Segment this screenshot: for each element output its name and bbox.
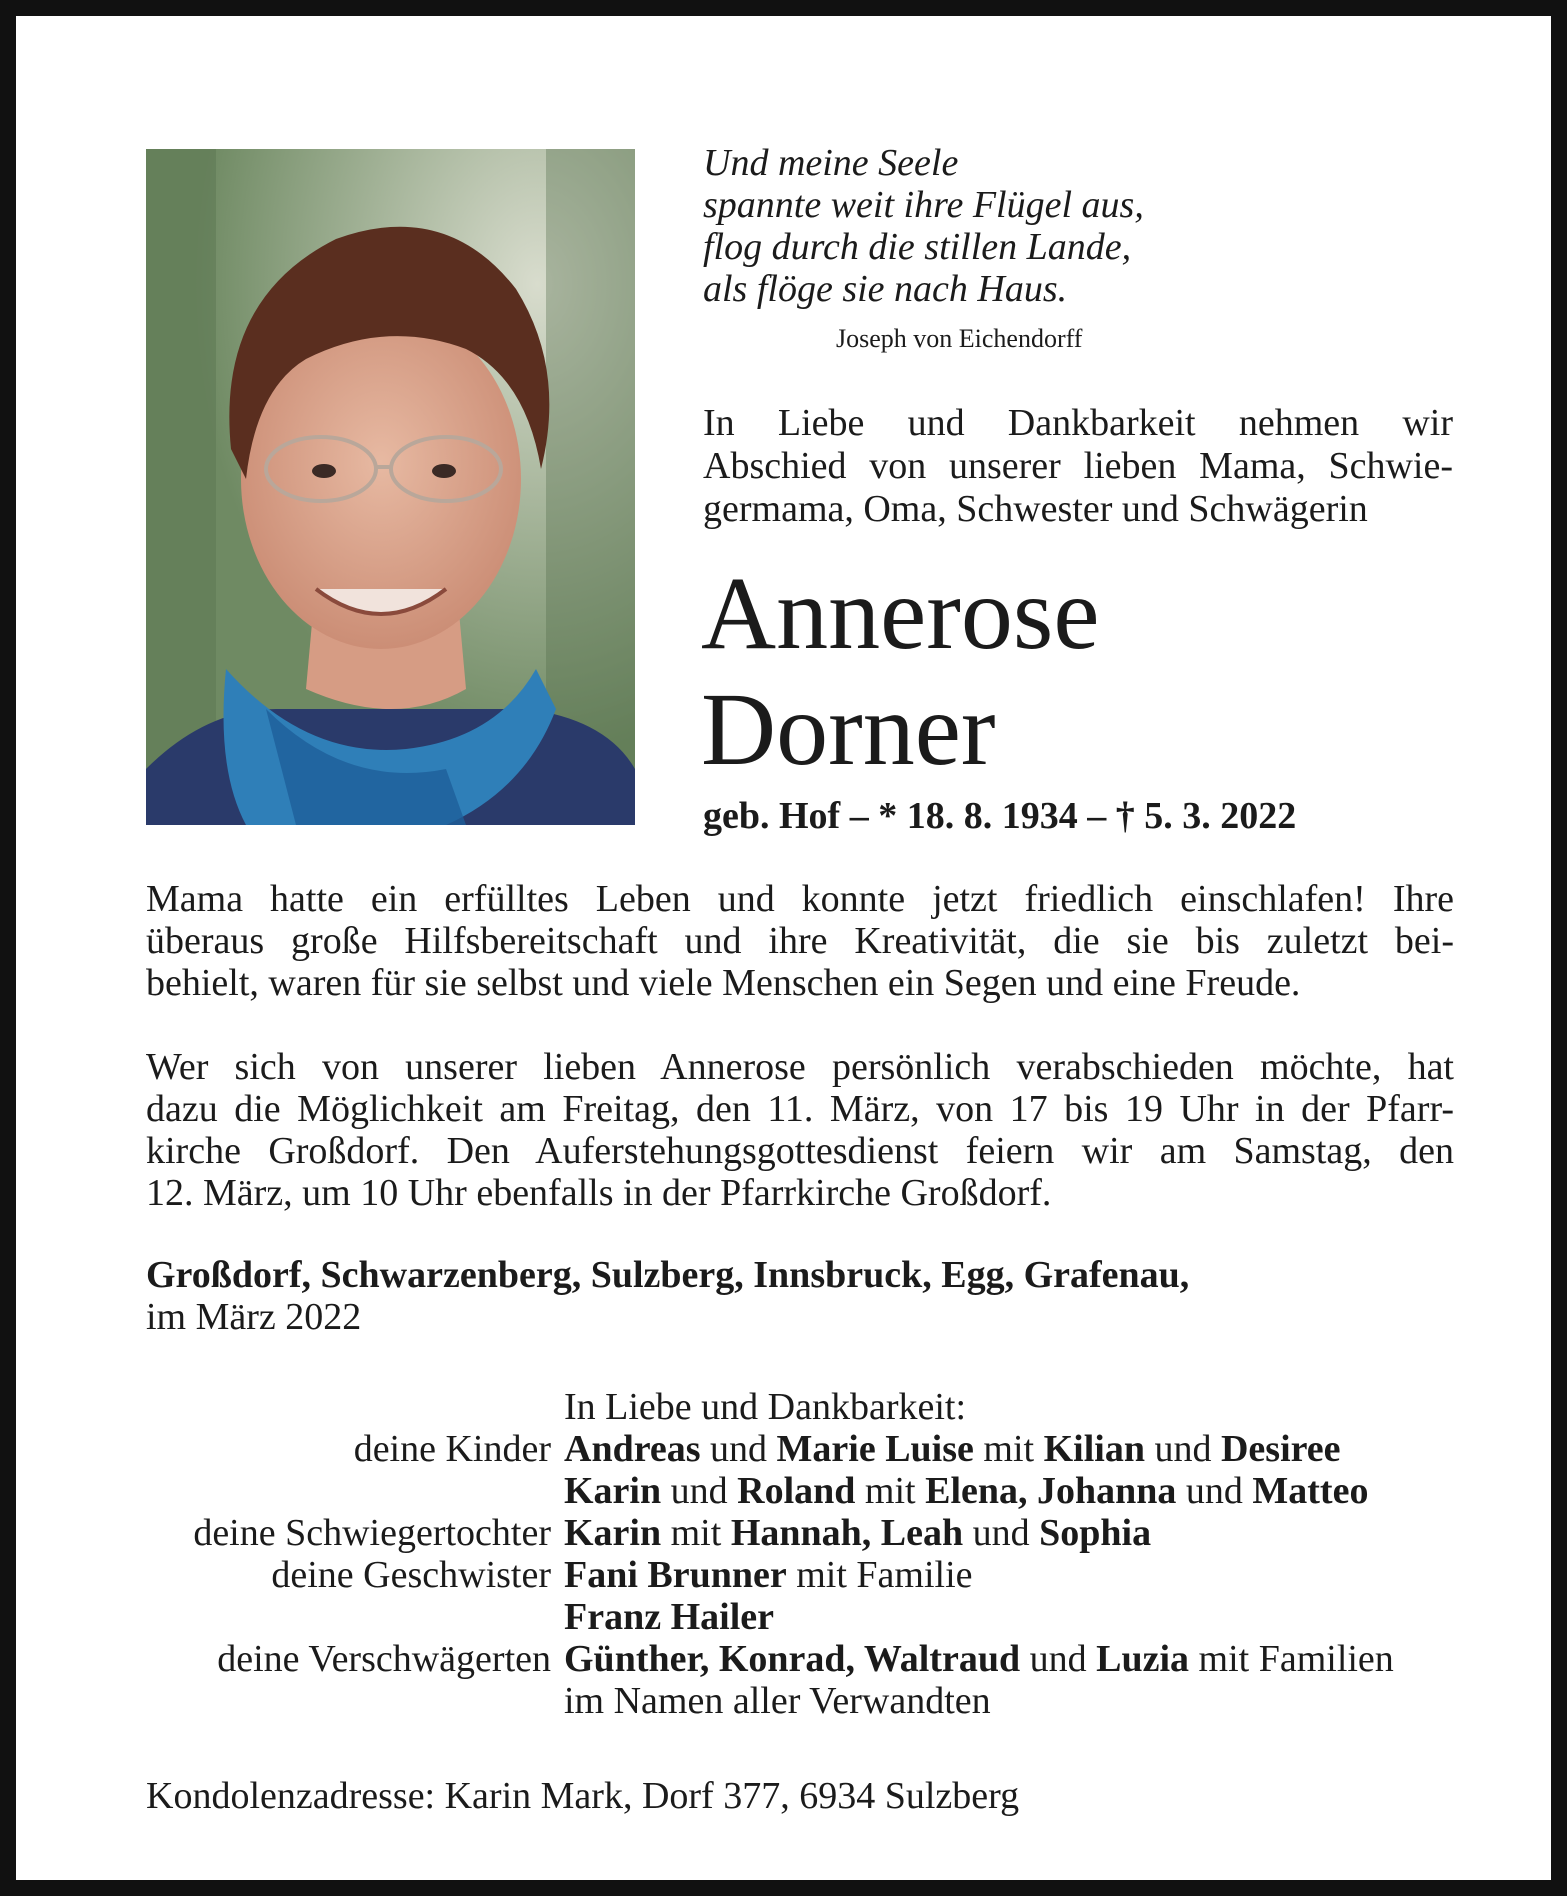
paragraph-line: dazu die Möglichkeit am Freitag, den 11. März, von 17 bis 19 Uhr in der Pfarr- [146, 1088, 1454, 1130]
family-connector: mit [661, 1512, 731, 1554]
poem-line: als flöge sie nach Haus. [703, 268, 1068, 310]
family-connector: und [1020, 1638, 1097, 1680]
family-names [564, 1680, 991, 1722]
family-member-name: Karin [564, 1470, 662, 1512]
family-member-name: Kilian [1043, 1428, 1145, 1470]
family-member-name: Marie Luise [776, 1428, 974, 1470]
family-member-name: Karin [564, 1512, 662, 1554]
family-names [564, 1596, 774, 1638]
portrait-photo [146, 149, 635, 825]
paragraph-line: 12. März, um 10 Uhr ebenfalls in der Pfarrkirche Großdorf. [146, 1172, 1052, 1214]
family-connector: und [661, 1470, 738, 1512]
family-member-name: Luzia [1096, 1638, 1190, 1680]
family-connector: mit Familie [786, 1554, 973, 1596]
family-connector: und [700, 1428, 777, 1470]
family-member-name: Andreas [564, 1428, 701, 1470]
family-relation: deine Schwiegertochter [193, 1512, 551, 1554]
intro-paragraph [703, 402, 1453, 531]
family-relation: deine Verschwägerten [217, 1638, 551, 1680]
family-connector: und [963, 1512, 1040, 1554]
family-row [16, 1428, 1567, 1470]
last-name: Dorner [701, 672, 996, 787]
poem-line: Und meine Seele [703, 142, 959, 184]
poem-line: flog durch die stillen Lande, [703, 226, 1132, 268]
family-connector: mit [973, 1428, 1044, 1470]
family-row [16, 1470, 1567, 1512]
body-paragraph-2 [146, 1046, 1454, 1214]
intro-line: germama, Oma, Schwester und Schwägerin [703, 488, 1368, 530]
places-and-date [146, 1254, 1189, 1338]
life-dates: geb. Hof – * 18. 8. 1934 – † 5. 3. 2022 [703, 795, 1297, 837]
poem-line: spannte weit ihre Flügel aus, [703, 184, 1144, 226]
family-connector: mit [855, 1470, 926, 1512]
family-member-name: Franz Hailer [564, 1596, 774, 1638]
intro-line: In Liebe und Dankbarkeit nehmen wir [703, 402, 1453, 444]
family-row [16, 1680, 1567, 1722]
paragraph-line: Mama hatte ein erfülltes Leben und konnte jetzt friedlich einschlafen! Ihre [146, 878, 1454, 920]
family-member-name: Desiree [1220, 1428, 1341, 1470]
family-row [16, 1554, 1567, 1596]
family-relation: deine Kinder [353, 1428, 551, 1470]
family-connector: und [1176, 1470, 1253, 1512]
poem-author: Joseph von Eichendorff [836, 324, 1083, 353]
family-connector: mit Familien [1189, 1638, 1394, 1680]
paragraph-line: kirche Großdorf. Den Auferstehungsgottesdienst feiern wir am Samstag, den [146, 1130, 1454, 1172]
family-member-name: Matteo [1252, 1470, 1369, 1512]
family-member-name: Elena, Johanna [925, 1470, 1177, 1512]
deceased-name [701, 556, 1100, 788]
places-list: Großdorf, Schwarzenberg, Sulzberg, Innsbruck, Egg, Grafenau, [146, 1254, 1190, 1296]
paragraph-line: Wer sich von unserer lieben Annerose persönlich verabschieden möchte, hat [146, 1046, 1454, 1088]
family-heading-row [16, 1386, 1567, 1428]
family-connector: und [1144, 1428, 1221, 1470]
family-row [16, 1512, 1567, 1554]
paragraph-line: behielt, waren für sie selbst und viele Menschen ein Segen und eine Freude. [146, 962, 1301, 1004]
family-connector: im Namen aller Verwandten [564, 1680, 991, 1722]
family-names [564, 1512, 1151, 1554]
poem [703, 142, 1323, 310]
family-member-name: Sophia [1039, 1512, 1152, 1554]
family-rows [16, 1428, 1567, 1722]
family-row [16, 1638, 1567, 1680]
portrait-image [146, 149, 635, 825]
condolence-address: Kondolenzadresse: Karin Mark, Dorf 377, 6934 Sulzberg [146, 1775, 1020, 1817]
family-names [564, 1638, 1394, 1680]
family-row [16, 1596, 1567, 1638]
intro-line: Abschied von unserer lieben Mama, Schwie- [703, 445, 1453, 487]
family-signatures [16, 1386, 1567, 1722]
family-relation: deine Geschwister [271, 1554, 551, 1596]
paragraph-line: überaus große Hilfsbereitschaft und ihre Kreativität, die sie bis zuletzt bei- [146, 920, 1454, 962]
family-member-name: Roland [737, 1470, 856, 1512]
first-name: Annerose [701, 556, 1100, 671]
family-member-name: Fani Brunner [564, 1554, 787, 1596]
date-line: im März 2022 [146, 1296, 362, 1338]
family-names [564, 1554, 973, 1596]
family-names [564, 1470, 1368, 1512]
family-names [564, 1428, 1341, 1470]
family-member-name: Hannah, Leah [730, 1512, 964, 1554]
family-member-name: Günther, Konrad, Waltraud [564, 1638, 1021, 1680]
body-paragraph-1 [146, 878, 1454, 1004]
family-heading: In Liebe und Dankbarkeit: [564, 1386, 967, 1428]
